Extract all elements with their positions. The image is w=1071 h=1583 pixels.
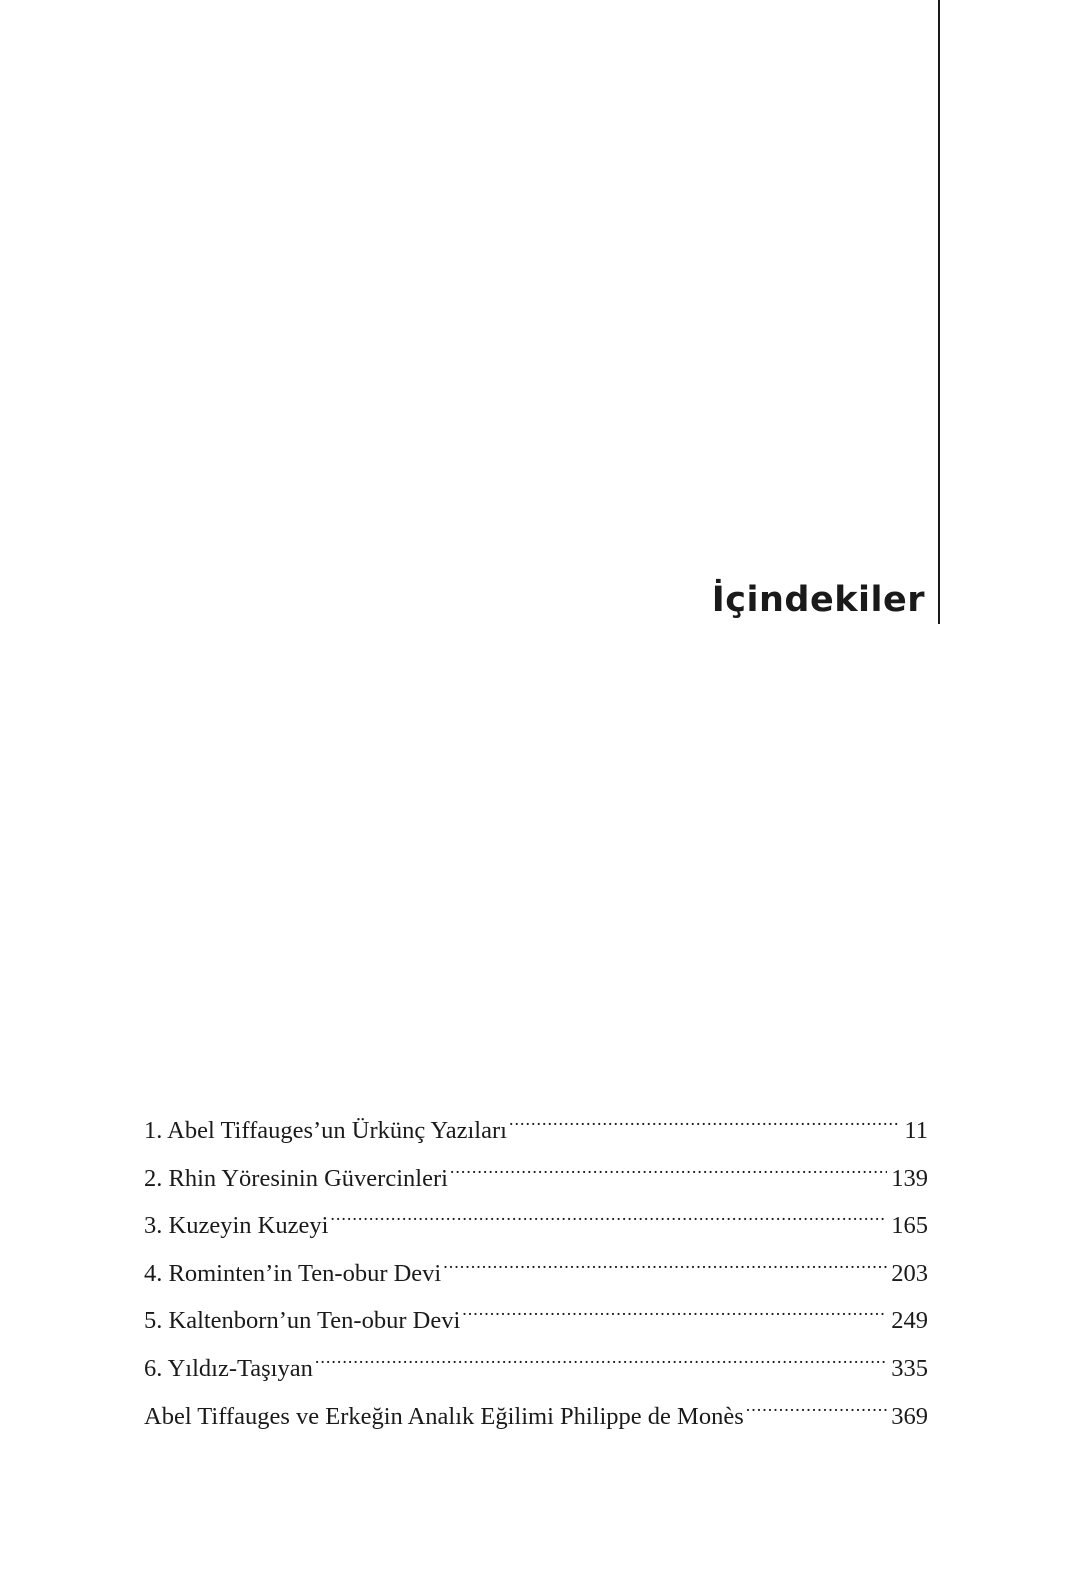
toc-entry-title: 2. Rhin Yöresinin Güvercinleri — [144, 1164, 448, 1192]
toc-entry-page: 11 — [904, 1117, 928, 1144]
toc-entry-page: 203 — [891, 1259, 928, 1287]
toc-leader-dots — [315, 1346, 887, 1376]
table-of-contents — [144, 1108, 928, 1441]
toc-entry-title: 5. Kaltenborn’un Ten-obur Devi — [144, 1307, 461, 1335]
toc-entry — [144, 1251, 928, 1299]
toc-entry — [144, 1108, 928, 1156]
toc-entry-page: 369 — [891, 1402, 928, 1430]
toc-entry-title: 6. Yıldız-Taşıyan — [144, 1354, 313, 1382]
toc-entry-title: 4. Rominten’in Ten-obur Devi — [144, 1259, 442, 1287]
toc-entry-page: 249 — [891, 1307, 928, 1335]
toc-entry — [144, 1394, 928, 1442]
vertical-rule — [938, 0, 940, 624]
toc-entry — [144, 1156, 928, 1204]
toc-leader-dots — [330, 1203, 887, 1233]
toc-entry-page: 165 — [891, 1212, 928, 1240]
toc-entry-title: Abel Tiffauges ve Erkeğin Analık Eğilimi Philippe de Monès — [144, 1402, 744, 1430]
toc-entry — [144, 1298, 928, 1346]
toc-leader-dots — [443, 1251, 887, 1281]
toc-entry-title: 1. Abel Tiffauges’un Ürkünç Yazıları — [144, 1117, 507, 1144]
toc-leader-dots — [746, 1394, 888, 1424]
toc-leader-dots — [462, 1298, 887, 1328]
toc-entry — [144, 1346, 928, 1394]
toc-entry-page: 139 — [891, 1164, 928, 1192]
toc-entry-title: 3. Kuzeyin Kuzeyi — [144, 1212, 329, 1240]
toc-leader-dots — [509, 1108, 900, 1138]
toc-entry — [144, 1203, 928, 1251]
toc-leader-dots — [450, 1156, 887, 1186]
page-title: İçindekiler — [711, 580, 925, 620]
toc-entry-page: 335 — [891, 1354, 928, 1382]
